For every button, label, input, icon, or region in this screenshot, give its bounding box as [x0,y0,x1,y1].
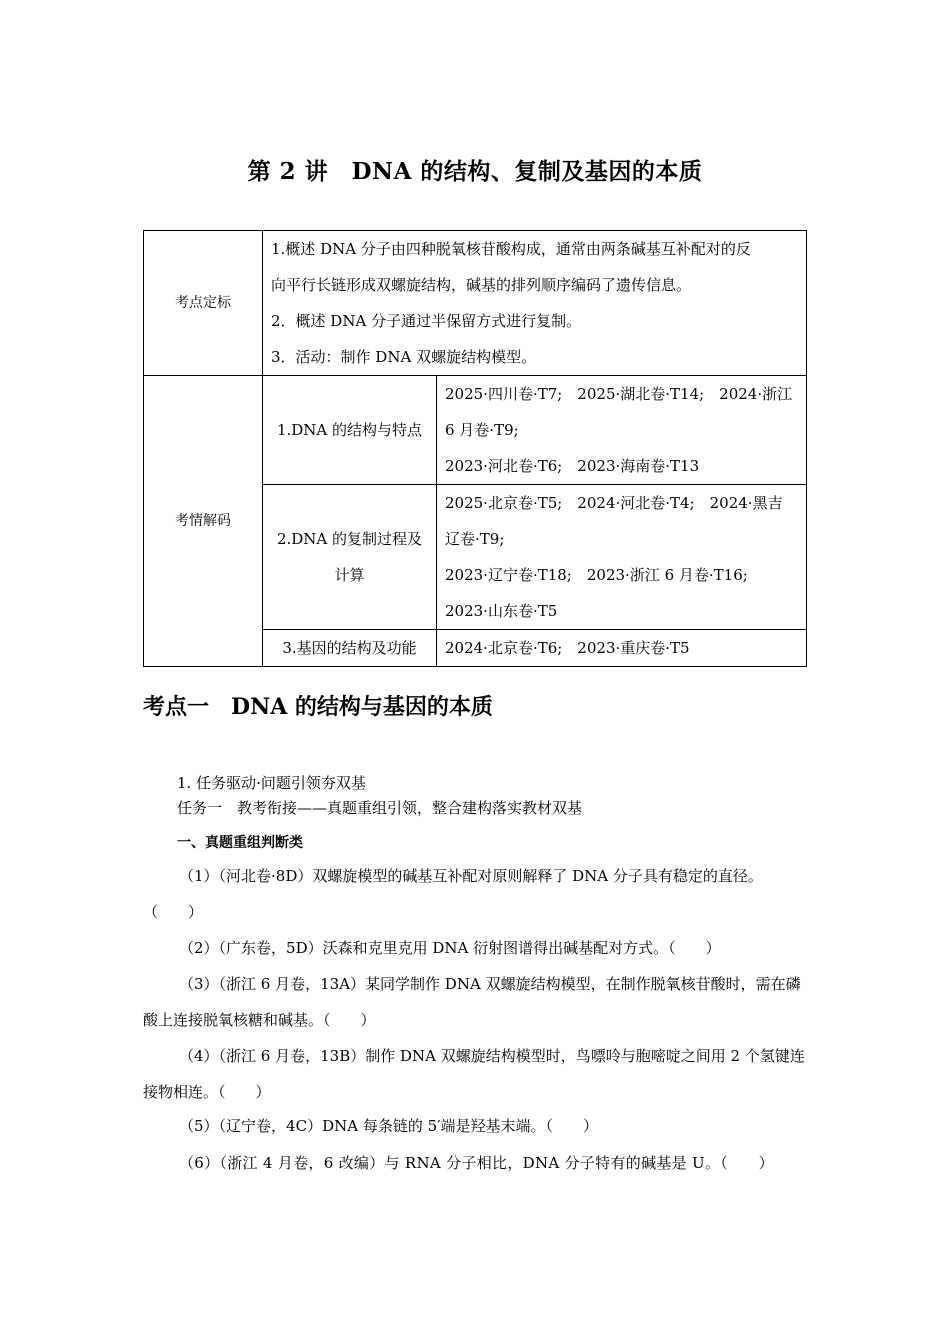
objective-line: 向平行长链形成双螺旋结构，碱基的排列顺序编码了遗传信息。 [271,276,692,294]
subsection-heading: 一、真题重组判断类 [177,835,303,851]
exam-source-cell [437,630,807,667]
section-title: 考点一 DNA 的结构与基因的本质 [143,694,493,720]
exam-source-cell [437,376,807,485]
topic-name: 1.DNA 的结构与特点 [276,421,423,439]
topic-cell [263,630,437,667]
syllabus-table [143,230,807,667]
table-header-cell: 考情解码 [144,376,263,667]
task-subheading: 任务一 教考衔接——真题重组引领，整合建构落实教材双基 [177,799,583,817]
exam-source-line: 2025·北京卷·T5; 2024·河北卷·T4; 2024·黑吉 [445,494,783,512]
exam-source-line: 2023·辽宁卷·T18; 2023·浙江 6 月卷·T16; [445,566,748,584]
question-item: （4）（浙江 6 月卷，13B）制作 DNA 双螺旋结构模型时，鸟嘌呤与胞嘧啶之间用 2 个氢键连接物相连。（ ） [143,1047,805,1101]
table-row [144,231,807,376]
topic-name: 3.基因的结构及功能 [282,639,417,657]
exam-source-line: 6 月卷·T9; [445,421,519,439]
topic-cell [263,376,437,485]
objective-line: 3．活动：制作 DNA 双螺旋结构模型。 [271,348,537,366]
page-title: 第 2 讲 DNA 的结构、复制及基因的本质 [247,158,703,185]
exam-source-line: 辽卷·T9; [445,530,505,548]
exam-source-line: 2025·四川卷·T7; 2025·湖北卷·T14; 2024·浙江 [445,385,793,403]
question-item: （3）（浙江 6 月卷，13A）某同学制作 DNA 双螺旋结构模型，在制作脱氧核苷酸时，需在磷酸上连接脱氧核糖和碱基。（ ） [143,975,801,1029]
table-header-cell: 考点定标 [144,231,263,376]
question-item: （5）（辽宁卷，4C）DNA 每条链的 5′端是羟基末端。（ ） [179,1117,599,1135]
objectives-cell [263,231,807,376]
question-item: （6）（浙江 4 月卷，6 改编）与 RNA 分子相比，DNA 分子特有的碱基是 U。（ ） [179,1154,774,1172]
topic-name: 2.DNA 的复制过程及 [276,530,423,548]
topic-cell [263,485,437,630]
exam-source-line: 2023·河北卷·T6; 2023·海南卷·T13 [445,457,700,475]
objective-line: 1.概述 DNA 分子由四种脱氧核苷酸构成，通常由两条碱基互补配对的反 [271,240,751,258]
question-item: （2）（广东卷，5D）沃森和克里克用 DNA 衍射图谱得出碱基配对方式。（ ） [179,939,721,957]
exam-source-cell [437,485,807,630]
task-heading: 1. 任务驱动·问题引领夯双基 [177,774,366,792]
question-item: （1）（河北卷·8D）双螺旋模型的碱基互补配对原则解释了 DNA 分子具有稳定的直径。（ ） [143,867,763,921]
table-row [144,376,807,485]
exam-source-line: 2024·北京卷·T6; 2023·重庆卷·T5 [445,639,690,657]
exam-source-line: 2023·山东卷·T5 [445,602,558,620]
objective-line: 2．概述 DNA 分子通过半保留方式进行复制。 [271,312,582,330]
topic-name: 计算 [334,566,365,584]
